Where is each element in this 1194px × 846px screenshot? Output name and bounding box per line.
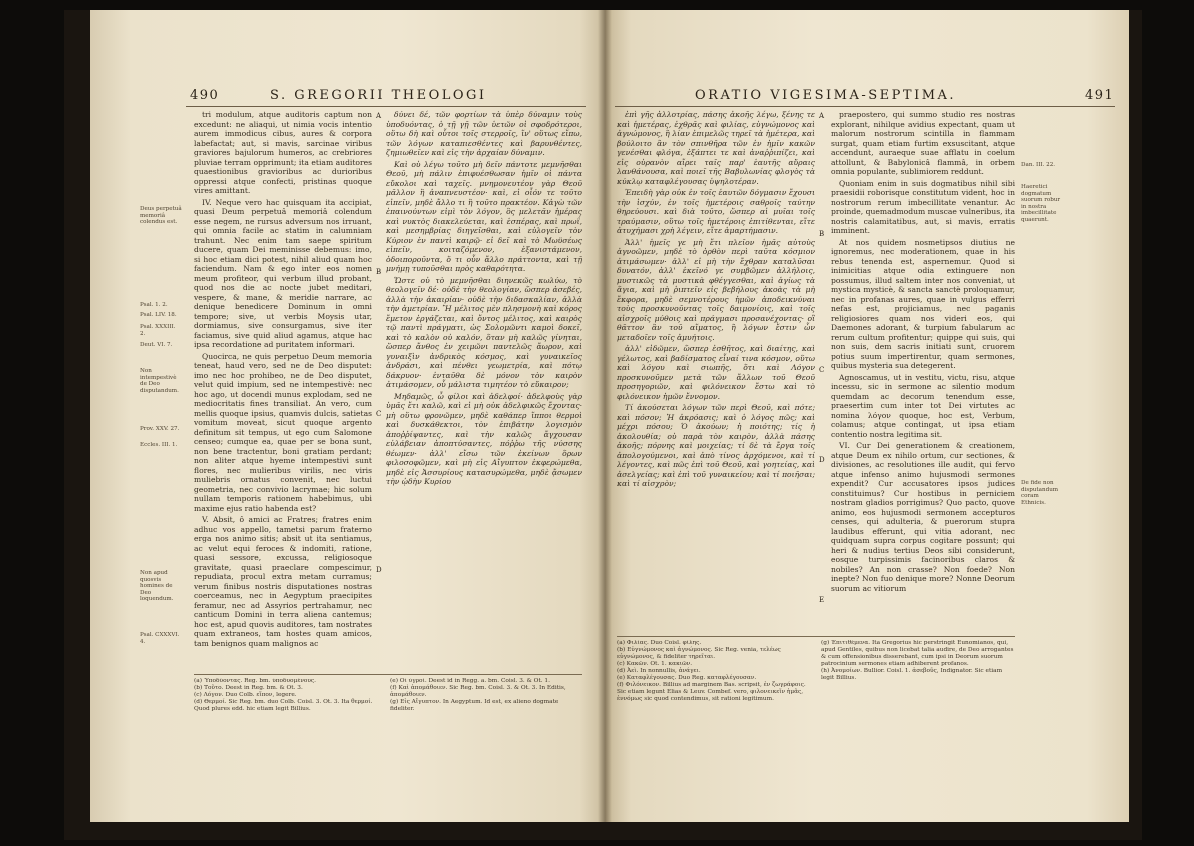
footnote: (e) Οἱ ὑγροί. Deest id in Regg. a. bm. Coisl. 3. & Ot. 1.: [390, 678, 550, 684]
margin-note: Psal. CXXXVI. 4.: [140, 632, 180, 645]
margin-note: Eccles. III. 1.: [140, 442, 178, 448]
margin-note: De fide non disputandum coram Ethnicis.: [1021, 480, 1059, 506]
greek-paragraph: Ἀλλ' ἡμεῖς γε μὴ ἔτι πλεῖον ἡμᾶς αὐτοὺς ἀγνοῶμεν, μηδὲ τὸ ὀρθὸν περὶ ταῦτα κόσμιον ἀτιμάσωμεν· ἀλλ' εἰ μὴ τὴν ἔχθραν καταλῦσαι δυνατόν, ἀλλ' ἐκεῖνό γε συμβῶμεν ἀλλήλοις, μυστικῶς τὰ μυστικὰ φθέγγεσθαι, καὶ ἁγίως τὰ ἅγια, καὶ μὴ ῥιπτεῖν εἰς βεβήλους ἀκοὰς τὰ μὴ ἔκφορα, μηδὲ σεμνοτέρους ἡμῶν ἀποδεικνύναι τοὺς προσκυνοῦντας τοῖς δαιμονίοις, καὶ τοῖς αἰσχροῖς μύθοις καὶ πράγμασι προσανέχοντας· οἳ θᾶττον ἂν τοῦ αἵματος, ἢ λόγων ἔστιν ὧν μεταδοῖεν τοῖς ἀμυήτοις.: [617, 237, 815, 342]
footnote-rule: [617, 636, 1015, 637]
greek-paragraph: Ὥστε οὐ τὸ μεμνῆσθαι διηνεκῶς κωλύω, τὸ θεολογεῖν δέ· οὐδὲ τὴν θεολογίαν, ὥσπερ ἀσεβές, ἀλλὰ τὴν ἀκαιρίαν· οὐδὲ τὴν διδασκαλίαν, ἀλλὰ τὴν ἀμετρίαν. Ἢ μέλιτος μὲν πλησμονὴ καὶ κόρος ἔμετον ἐργάζεται, καὶ ὄντος μέλιτος, καὶ καιρὸς τῷ παντὶ πράγματι, ὡς Σολομῶντι καμοὶ δοκεῖ, καὶ τὸ καλὸν οὐ καλόν, ὅταν μὴ καλῶς γίνηται, ὥσπερ ἄνθος ἐν χειμῶνι παντελῶς ἄωρον, καὶ γυναιξὶν ἀνδρικὸς κόσμος, καὶ γυναικεῖος ἀνδράσι, καὶ πένθει γεωμετρία, καὶ πότῳ δάκρυον· ἐνταῦθα δὲ μόνον τὸν καιρὸν ἀτιμάσομεν, οὗ μάλιστα τιμητέον τὸ εὔκαιρον;: [386, 275, 582, 389]
margin-note: Psal. LIV. 18.: [140, 312, 177, 318]
section-letter: C: [819, 366, 825, 374]
latin-paragraph: Quoniam enim in suis dogmatibus nihil sibi praesidii roborisque constitutum vident, hoc in nostrorum rerum imbecillitate venantur. Ac proinde, quemadmodum muscae vulneribus, ita nostris calamitatibus, aut, si mavis, erratis imminent.: [831, 178, 1015, 235]
footnotes-right: [390, 678, 582, 758]
footnote: (e) Καταφλέγουσας. Duo Reg. καταφλέγουσαν.: [617, 675, 757, 681]
margin-note: Haeretici dogmatum suorum robur in nostra imbecillitate quaerunt.: [1021, 184, 1061, 223]
latin-column: [194, 110, 372, 670]
left-page: [90, 10, 605, 822]
latin-column: [831, 110, 1015, 670]
latin-paragraph: Quocirca, ne quis perpetuo Deum memoria teneat, haud vero, sed ne de Deo disputet: imo nec hoc prohibeo, ne de Deo disputet, velut quid impium, sed ne intempestivè: nec hoc ago, ut docendi munus explodam, sed ne mediocritatis fines transiliat. An vero, cum mellis quoque ipsius, quamvis dulcis, satietas vomitum moveat, sicut quoque argento definitum sit tempus, ut ego cum Salomone censeo; cumque ea, quae per se bona sunt, non bene tractentur, boni gratiam perdant; non aliter atque hyeme intempestivi sunt flores, nec mulieribus virilis, nec viris muliebris ornatus convenit, nec luctui geometria, nec convivio lacrymae; hic solum nullam temporis rationem habebimus, ubi maxime ejus ratio habenda est?: [194, 351, 372, 513]
greek-column: [386, 110, 582, 670]
margin-note: Psal. XXXIII. 2.: [140, 324, 176, 337]
latin-paragraph: tri modulum, atque auditoris captum non excedunt: ne aliaqui, ut nimia vocis intentio aurem immodicus cibus, aures & corpora labefactat; aut, si mavis, sarcinae viribus graviores bajulorum humeros, ac crebriores pluviae terram opprimunt; ita etiam auditores quaestionibus gravioribus ac durioribus oppressi atque confecti, pristinas quoque vires amittant.: [194, 110, 372, 195]
greek-paragraph: ἀλλ' εἰδῶμεν, ὥσπερ ἐσθῆτος, καὶ διαίτης, καὶ γέλωτος, καὶ βαδίσματος εἶναί τινα κόσμον, οὕτω καὶ λόγου καὶ σιωπῆς, ὅτι καὶ Λόγον προσκυνοῦμεν μετὰ τῶν ἄλλων τοῦ Θεοῦ προσηγοριῶν, καὶ φιλόνεικον ἔστω καὶ τὸ φιλόνεικον ἡμῶν ἔννομον.: [617, 344, 815, 401]
greek-paragraph: Καὶ οὐ λέγω τοῦτο μὴ δεῖν πάντοτε μεμνῆσθαι Θεοῦ, μὴ πάλιν ἐπιφυέσθωσαν ἡμῖν οἱ πάντα εὔκολοι καὶ ταχεῖς. μνημονευτέον γὰρ Θεοῦ μᾶλλον ἢ ἀναπνευστέον· καὶ, εἰ οἷόν τε τοῦτο εἰπεῖν, μηδὲ ἄλλο τι ἢ τοῦτο πρακτέον. Κἀγὼ τῶν ἐπαινούντων εἰμὶ τὸν λόγον, ὃς μελετᾶν ἡμέρας καὶ νυκτὸς διακελεύεται, καὶ ἑσπέρας, καὶ πρωΐ, καὶ μεσημβρίας διηγεῖσθαι, καὶ εὐλογεῖν τὸν Κύριον ἐν παντὶ καιρῷ· εἰ δεῖ καὶ τὸ Μωϋσέως εἰπεῖν, κοιταζόμενον, ἐξανιστάμενον, ὁδοιποροῦντα, ὅ τι οὖν ἄλλο πράττοντα, καὶ τῇ μνήμῃ τυποῦσθαι πρὸς καθαρότητα.: [386, 159, 582, 273]
margin-note: Deus perpetuâ memoriâ colendus est.: [140, 206, 182, 226]
section-letter: B: [819, 230, 825, 238]
margin-note: Non apud quosvis homines de Deo loquendum.: [140, 570, 174, 603]
footnote: (a) Φιλίας. Duo Coisl. φίλης.: [617, 640, 702, 646]
right-running-title: ORATIO VIGESIMA-SEPTIMA.: [695, 88, 957, 103]
margin-note: Deut. VI. 7.: [140, 342, 173, 348]
greek-paragraph: Ἐπειδὴ γὰρ οὐκ ἐν τοῖς ἑαυτῶν δόγμασιν ἔχουσι τὴν ἰσχύν, ἐν τοῖς ἡμετέροις σαθροῖς ταύτην θηρεύουσι. καὶ διὰ τοῦτο, ὥσπερ αἱ μυῖαι τοῖς τραύμασιν, οὕτω τοῖς ἡμετέροις ἐπιτίθενται, εἴτε ἀτυχήμασι χρὴ λέγειν, εἴτε ἁμαρτήμασιν.: [617, 188, 815, 235]
section-letter: D: [376, 566, 382, 574]
latin-paragraph: At nos quidem nosmetipsos diutius ne ignoremus, nec moderationem, quae in his rebus tenenda est, aspernemur. Quod si inimicitias atque odia extinguere non possumus, illud saltem inter nos conveniat, ut mystica mysticè, & sancta sanctè proloquamur, nec in profanas aures, quae in vulgus efferri nefas est, projiciamus, nec paganis religiosiores quam nos videri eos, qui Daemones adorant, & turpium fabularum ac rerum cultum profitentur; quippe qui suis, qui non suis, dem sacris initiati sunt, cruorem potius suum impertirentur, quam sermones, quibus mysteria sua detegerent.: [831, 237, 1015, 370]
footnote: (c) Κακῶν. Ot. 1. κακιῶν.: [617, 661, 693, 667]
margin-note: Psal. 1. 2.: [140, 302, 168, 308]
footnotes-left: [194, 678, 384, 758]
greek-paragraph: Μηδαμῶς, ὦ φίλοι καὶ ἀδελφοί· ἀδελφοὺς γὰρ ὑμᾶς ἔτι καλῶ, καὶ εἰ μὴ οὐκ ἀδελφικῶς ἔχοντας· μὴ οὕτω φρονῶμεν, μηδὲ καθάπερ ἵπποι θερμοὶ καὶ δυσκάθεκτοι, τὸν ἐπιβάτην λογισμὸν ἀποῤῥίψαντες, καὶ τὴν καλῶς ἄγχουσαν εὐλάβειαν ἀποπτύσαντες, πόῤῥω τῆς νύσσης θέωμεν· ἀλλ' εἴσω τῶν ἐκείνων ὅρων φιλοσοφῶμεν, καὶ μὴ εἰς Αἴγυπτον ἐκφερώμεθα, μηδὲ εἰς Ἀσσυρίους κατασυρώμεθα, μηδὲ ᾄσωμεν τὴν ᾠδὴν Κυρίου: [386, 391, 582, 486]
greek-paragraph: ἐπὶ γῆς ἀλλοτρίας, πάσης ἀκοῆς λέγω, ξένης τε καὶ ἡμετέρας, ἐχθρᾶς καὶ φιλίας, εὐγνώμονος καὶ ἀγνώμονος, ἣ λίαν ἐπιμελῶς τηρεῖ τὰ ἡμέτερα, καὶ βούλοιτο ἂν τὸν σπινθῆρα τῶν ἐν ἡμῖν κακῶν γενέσθαι φλόγα, ἐξάπτει τε καὶ ἀναῤῥιπίζει, καὶ εἰς οὐρανὸν αἴρει ταῖς παρ' ἑαυτῆς αὔραις λανθάνουσα, καὶ ποιεῖ τῆς Βαβυλωνίας φλογὸς τὰ κύκλῳ καταφλέγουσας ὑψηλοτέραν.: [617, 110, 815, 186]
left-page-number: 490: [190, 88, 220, 103]
left-running-title: S. GREGORII THEOLOGI: [270, 88, 487, 103]
footnote: (g) Εἰς Αἴγυπτον. In Aegyptum. Id est, ex alieno dogmate fideliter.: [390, 699, 559, 712]
section-letter: B: [376, 268, 382, 276]
margin-note: Dan. III. 22.: [1021, 162, 1056, 168]
footnote: (d) Θερμοί. Sic Reg. bm. duo Colb. Coisl. 3. Ot. 3. Ita θερμοί. Quod plures edd. hic etiam legit Billius.: [194, 699, 373, 712]
margin-note: Prov. XXV. 27.: [140, 426, 180, 432]
latin-paragraph: praepostero, qui summo studio res nostras explorant, nihilque avidius expectant, quam ut malorum nostrorum scintilla in flammam surgat, quam etiam furtim exsuscitant, atque accendunt, auraeque suae afflatu in coelum attollunt, & Babylonicâ flammâ, in orbem omnia populante, sublimiorem reddunt.: [831, 110, 1015, 176]
section-letter: D: [819, 456, 825, 464]
footnotes-right: [821, 640, 1017, 760]
latin-paragraph: IV. Neque vero hac quisquam ita accipiat, quasi Deum perpetuâ memoriâ colendum esse negem, ne rursus adversum nos irruant, qui omnia facile ac statim in calumniam trahunt. Nec enim tam saepe spiritum ducere, quam Dei meminisse debemus: imo, si hoc etiam dici potest, nihil aliud quam hoc faciendum. Nam & ego inter eos nomen meum profiteor, qui verbum illud probant, quod nos die ac nocte jubet meditari, vespere, & mane, & meridie narrare, ac denique benedicere Dominum in omni tempore; sive, ut verbis Moysis utar, dormiamus, sive consurgamus, sive iter faciamus, sive quid aliud agamus, atque hac ipsa recordatione ad puritatem informari.: [194, 197, 372, 349]
greek-paragraph: Τί ἀκούσεται λόγων τῶν περὶ Θεοῦ, καὶ πότε; καὶ πόσον; Ἡ ἀκρόασις; καὶ ὁ λόγος πῶς; καὶ μέχρι πόσου; Ὁ ἀκούων; ἡ ποιότης; τίς ἡ ἀκολουθία; οὐ παρὰ τὸν καιρὸν, ἀλλὰ πάσης ἀκοῆς; πόρνης καὶ μοιχείας; τί δὲ τὰ ἔργα τοῖς ἀπολογούμενοι, καὶ ἀπὸ τίνος ἀρχόμενοι, καὶ τί λέγοντες, καὶ πῶς ἐπὶ τοῦ Θεοῦ, καὶ γοητείας, καὶ ἀσελγείας; καὶ ἐπὶ τοῦ γυναικείου; καὶ τί ποιῆσαι; καὶ τί αἰσχρὸν;: [617, 403, 815, 488]
greek-column: [617, 110, 815, 670]
section-letter: A: [819, 112, 825, 120]
footnote: (f) Καὶ ἀπομάθοιεν. Sic Reg. bm. Coisl. 3. & Ot. 3. In Editis, ἀπομάθοιεν.: [390, 685, 566, 698]
footnote: (b) Τοῦτο. Deest in Reg. bm. & Ot. 3.: [194, 685, 303, 691]
latin-paragraph: VI. Cur Dei generationem & creationem, atque Deum ex nihilo ortum, cur sectiones, & divisiones, ac resolutiones ille audit, qui fervo atque infenso animo hujusmodi sermones expendit? Cur accusatores ipsos judices constituimus? Cur hostibus in perniciem nostram gladios porrigimus? Quo pacto, quove animo, eos hujusmodi sermonem accepturos censes, qui adulteria, & puerorum stupra laudibus efferunt, qui vitia adorant, nec quidquam supra corpus cogitare possunt; qui heri & nudius tertius Deos sibi considerunt, eosque turpissimis facinoribus claros & nobiles? An non crasse? Non foede? Non inepte? Non fuo denique more? Nonne Deorum suorum ac vitiorum: [831, 441, 1015, 593]
footnote: (d) Ἀεὶ. In nonnullis, ἀνάγει.: [617, 668, 701, 674]
footnote: (f) Φιλόνεικον. Billius ad marginem Bas. scripsit, ἐν ζωγράφοις. Sic etiam legunt Elias & Leuv. Combef. vero, φιλονεικεῖν ἡμᾶς, ἐννόμως sic quod contendimus, sit rationi legitimum.: [617, 682, 806, 702]
latin-paragraph: Agnoscamus, ut in vestitu, victu, risu, atque incessu, sic in sermone ac silentio modum quemdam ac decorum tenendum esse, praesertim cum inter tot Dei virtutes ac nomina λόγον quoque, hoc est, Verbum, colamus; atque contingat, ut ipsa etiam contentio nostra legitima sit.: [831, 372, 1015, 439]
footnote: (a) Ὑποδύοντας. Reg. bm. ὑποδυομένους.: [194, 678, 316, 684]
right-page: [605, 10, 1129, 822]
right-head-rule: [615, 106, 1115, 107]
right-page-number: 491: [1085, 88, 1115, 103]
footnote-rule: [194, 674, 582, 675]
book-gutter: [598, 10, 612, 822]
footnote: (g) Ἐπιτιθέμενα. Ita Gregorius hic perstringit Eunomianos, qui, apud Gentiles, quibus non licebat talia audire, de Deo arrogantes & cum offensionibus disserebant, cum ipsi in Deorum suorum patrocinium sermones etiam adhiberent profanos.: [821, 640, 1014, 667]
left-head-rule: [186, 106, 586, 107]
footnote: (h) Ἀνομοίων. Bullior. Coisl. 1. ἀσεβοῦς, Indignator. Sic etiam legit Billius.: [821, 668, 1003, 681]
margin-note: Non intempestivè de Deo disputandum.: [140, 368, 179, 394]
footnote: (b) Εὐγνώμονος καὶ ἀγνώμονος. Sic Reg. venia, τελέως εὐγνώμονος, & fideliter τηρεῖται.: [617, 647, 781, 660]
footnotes-left: [617, 640, 813, 760]
section-letter: E: [819, 596, 825, 604]
section-letter: A: [376, 112, 382, 120]
section-letter: C: [376, 410, 382, 418]
greek-paragraph: δύνει δέ, τῶν φορτίων τὰ ὑπὲρ δύναμιν τοὺς ὑποδυόντας, ὁ τῇ γῇ τῶν ὑετῶν οἱ σφοδρότεροι, οὕτω δὴ καὶ οὗτοι τοῖς στερροῖς, ἵν' οὕτως εἴπω, τῶν λόγων καταπιεσθέντες καὶ βαρυνθέντες, ζημιωθεῖεν καὶ εἰς τὴν ἀρχαίαν δύναμιν.: [386, 110, 582, 157]
latin-paragraph: V. Absit, ô amici ac Fratres; fratres enim adhuc vos appello, tametsi parum fraterno erga nos animo sitis; absit ut ita sentiamus, ac velut equi feroces & indomiti, ratione, quasi sessore, excussa, religiosoque gravitate, quasi praeclare compescimur, repudiata, procul extra metam curramus; verum finibus nostris disputationes nostras coerceamus, nec in Aegyptum praecipites feramur, nec ad Assyrios pertrahamur, nec canticum Domini in terra aliena cantemus; hoc est, apud quovis auditores, tam nostrates quam extraneos, tam hostes quam amicos, tam benignos quam malignos ac: [194, 515, 372, 648]
footnote: (c) Λόγον. Duo Colb. εἴπον, legere.: [194, 692, 297, 698]
